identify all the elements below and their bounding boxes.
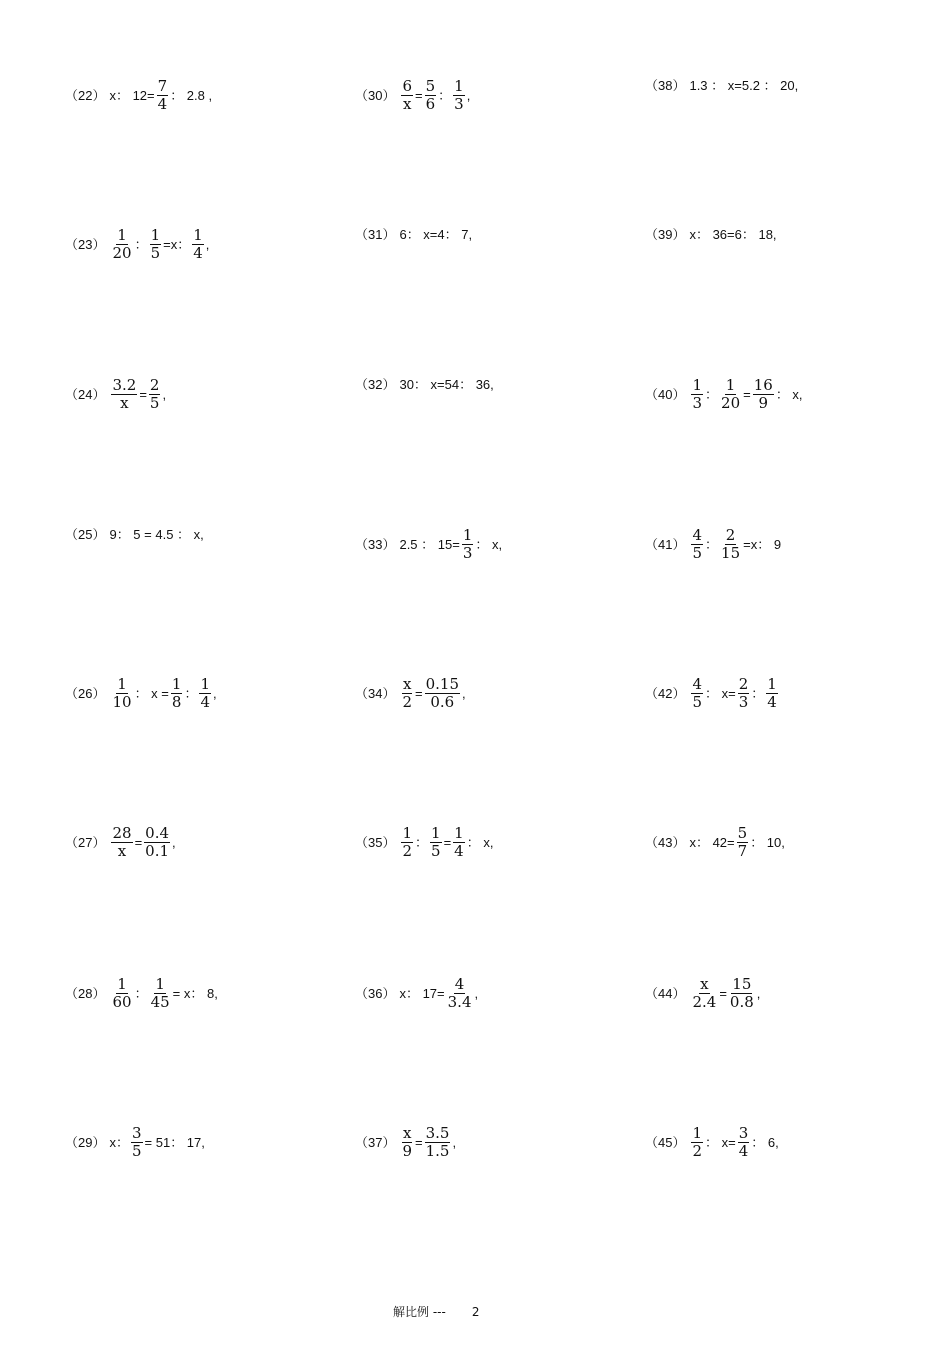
fraction-numerator: 1 bbox=[725, 376, 736, 394]
equation-text: ： 6, bbox=[751, 1135, 779, 1150]
equation-text: = bbox=[415, 686, 423, 701]
fraction bbox=[157, 79, 169, 112]
equation-text: 1.3 ： x=5.2 ： 20, bbox=[689, 78, 799, 93]
fraction bbox=[199, 677, 211, 710]
fraction bbox=[131, 1126, 143, 1159]
problem-item bbox=[65, 79, 212, 112]
equation-text: x： 17= bbox=[399, 986, 445, 1001]
fraction-denominator: 6 bbox=[425, 95, 436, 113]
fraction bbox=[150, 228, 162, 261]
fraction bbox=[401, 1126, 413, 1159]
fraction-numerator: 6 bbox=[402, 77, 413, 95]
footer-label: 解比例 --- bbox=[393, 1305, 446, 1319]
equation-text: , bbox=[474, 986, 479, 1001]
fraction-denominator: 60 bbox=[112, 993, 132, 1011]
fraction bbox=[111, 977, 132, 1010]
equation-text: ： bbox=[705, 387, 719, 402]
equation-text: ： bbox=[438, 88, 452, 103]
fraction-denominator: x bbox=[403, 95, 412, 113]
equation-text: , bbox=[172, 835, 176, 850]
fraction-numerator: x bbox=[403, 675, 412, 693]
fraction-denominator: 2 bbox=[402, 842, 413, 860]
problem-item bbox=[65, 677, 217, 710]
fraction-numerator: 1 bbox=[767, 675, 777, 693]
equation-text: =x： 9 bbox=[743, 537, 782, 552]
fraction-denominator: 8 bbox=[171, 693, 182, 711]
problem-number: （40） bbox=[645, 387, 686, 402]
fraction-numerator: 3.2 bbox=[112, 376, 137, 394]
fraction-numerator: 3 bbox=[131, 1124, 142, 1142]
fraction bbox=[111, 677, 132, 710]
fraction-denominator: 0.8 bbox=[729, 993, 754, 1011]
equation-text: ： 2.8 , bbox=[170, 88, 213, 103]
fraction bbox=[691, 378, 703, 411]
fraction-numerator: 0.15 bbox=[425, 675, 460, 693]
fraction bbox=[766, 677, 778, 710]
equation-text: ： x= bbox=[705, 1135, 736, 1150]
equation-text: = bbox=[443, 835, 452, 850]
problem-number: （27） bbox=[65, 835, 106, 850]
fraction-numerator: 2 bbox=[725, 526, 736, 544]
problem-number: （33） bbox=[355, 537, 396, 552]
fraction-numerator: 5 bbox=[425, 77, 436, 95]
equation-text: = bbox=[139, 387, 147, 402]
fraction-denominator: 4 bbox=[767, 693, 777, 711]
problem-item bbox=[355, 378, 494, 391]
fraction bbox=[737, 826, 749, 859]
fraction-numerator: x bbox=[700, 975, 709, 993]
equation-text: , bbox=[205, 237, 210, 252]
fraction-denominator: 3 bbox=[454, 95, 464, 113]
fraction-denominator: 10 bbox=[112, 693, 132, 711]
fraction bbox=[401, 826, 413, 859]
fraction-numerator: 15 bbox=[732, 975, 752, 993]
equation-text: ： x, bbox=[466, 835, 494, 850]
equation-text: x： 42= bbox=[689, 835, 735, 850]
fraction bbox=[738, 677, 750, 710]
fraction bbox=[192, 228, 204, 261]
fraction-denominator: 1.5 bbox=[425, 1142, 450, 1160]
fraction-numerator: 1 bbox=[402, 824, 413, 842]
fraction bbox=[720, 378, 741, 411]
fraction-denominator: 5 bbox=[131, 1142, 142, 1160]
equation-text: = x： 8, bbox=[172, 986, 218, 1001]
problem-number: （29） bbox=[65, 1135, 106, 1150]
fraction-numerator: 1 bbox=[200, 675, 210, 693]
problem-number: （30） bbox=[355, 88, 396, 103]
problem-number: （42） bbox=[645, 686, 686, 701]
problem-number: （38） bbox=[645, 78, 686, 93]
problem-item bbox=[65, 977, 218, 1010]
problem-item bbox=[355, 826, 493, 859]
equation-text: = bbox=[415, 88, 423, 103]
fraction-numerator: 1 bbox=[117, 975, 127, 993]
fraction-numerator: 1 bbox=[454, 77, 464, 95]
fraction-numerator: 5 bbox=[737, 824, 748, 842]
problem-number: （23） bbox=[65, 237, 106, 252]
fraction bbox=[720, 528, 741, 561]
equation-text: ： bbox=[415, 835, 429, 850]
problem-item bbox=[65, 826, 176, 859]
problem-number: （31） bbox=[355, 227, 396, 242]
fraction-denominator: 4 bbox=[738, 1142, 749, 1160]
fraction-denominator: 3 bbox=[738, 693, 749, 711]
problem-item bbox=[645, 977, 760, 1010]
fraction-denominator: x bbox=[117, 842, 127, 860]
equation-text: = 51： 17, bbox=[144, 1135, 205, 1150]
problem-number: （43） bbox=[645, 835, 686, 850]
fraction-denominator: 2 bbox=[402, 693, 413, 711]
equation-text: ： bbox=[751, 686, 765, 701]
problem-number: （32） bbox=[355, 377, 396, 392]
equation-text: 30： x=54： 36, bbox=[399, 377, 494, 392]
page-footer bbox=[393, 1303, 479, 1320]
fraction-denominator: 0.1 bbox=[145, 842, 170, 860]
fraction-denominator: 0.6 bbox=[430, 693, 455, 711]
problem-number: （39） bbox=[645, 227, 686, 242]
fraction-numerator: 1 bbox=[117, 675, 127, 693]
problem-item bbox=[645, 528, 781, 561]
fraction-numerator: 2 bbox=[149, 376, 160, 394]
problem-item bbox=[645, 826, 785, 859]
equation-text: 2.5 ： 15= bbox=[399, 537, 460, 552]
problem-item bbox=[355, 228, 472, 241]
fraction bbox=[691, 1126, 703, 1159]
fraction bbox=[425, 1126, 451, 1159]
fraction-denominator: 45 bbox=[150, 993, 170, 1011]
fraction-numerator: 1 bbox=[431, 824, 441, 842]
fraction-numerator: 2 bbox=[738, 675, 749, 693]
fraction-denominator: 5 bbox=[431, 842, 441, 860]
fraction bbox=[453, 79, 465, 112]
problem-item bbox=[65, 378, 166, 411]
equation-text: = bbox=[415, 1135, 423, 1150]
fraction bbox=[425, 79, 437, 112]
fraction-denominator: 9 bbox=[758, 394, 769, 412]
fraction-numerator: 4 bbox=[692, 526, 703, 544]
equation-text: = bbox=[134, 835, 143, 850]
equation-text: ： bbox=[134, 986, 148, 1001]
fraction-numerator: 4 bbox=[454, 975, 465, 993]
fraction bbox=[753, 378, 774, 411]
problem-number: （26） bbox=[65, 686, 106, 701]
fraction bbox=[401, 677, 413, 710]
problem-number: （44） bbox=[645, 986, 686, 1001]
page-number: 2 bbox=[471, 1305, 480, 1319]
fraction bbox=[729, 977, 755, 1010]
equation-text: = bbox=[719, 986, 727, 1001]
equation-text: , bbox=[462, 686, 466, 701]
equation-text: ： x, bbox=[775, 387, 803, 402]
problem-number: （34） bbox=[355, 686, 396, 701]
problem-number: （41） bbox=[645, 537, 686, 552]
equation-text: ： bbox=[134, 237, 148, 252]
problem-number: （25） bbox=[65, 527, 106, 542]
equation-text: =x： bbox=[163, 237, 191, 252]
fraction-denominator: 3.4 bbox=[447, 993, 472, 1011]
equation-text: 6： x=4： 7, bbox=[399, 227, 473, 242]
problem-item bbox=[355, 1126, 456, 1159]
problem-item bbox=[65, 528, 204, 541]
fraction bbox=[401, 79, 413, 112]
equation-text: = bbox=[743, 387, 751, 402]
problem-item bbox=[65, 228, 209, 261]
fraction-numerator: 1 bbox=[117, 226, 127, 244]
fraction-numerator: 1 bbox=[155, 975, 165, 993]
fraction-denominator: 3 bbox=[692, 394, 703, 412]
fraction-numerator: 16 bbox=[753, 376, 773, 394]
equation-text: , bbox=[756, 986, 761, 1001]
problem-item bbox=[645, 378, 803, 411]
fraction bbox=[111, 826, 132, 859]
equation-text: , bbox=[213, 686, 217, 701]
problem-item bbox=[355, 977, 478, 1010]
equation-text: x： 12= bbox=[109, 88, 155, 103]
fraction bbox=[144, 826, 170, 859]
fraction-numerator: 0.4 bbox=[145, 824, 170, 842]
fraction bbox=[453, 826, 465, 859]
problem-item bbox=[645, 228, 777, 241]
fraction-denominator: 4 bbox=[193, 244, 203, 262]
equation-text: ： x, bbox=[475, 537, 503, 552]
problem-item bbox=[355, 528, 502, 561]
problem-item bbox=[65, 1126, 205, 1159]
problem-item bbox=[645, 677, 780, 710]
equation-text: , bbox=[162, 387, 167, 402]
fraction-denominator: 2.4 bbox=[692, 993, 717, 1011]
fraction bbox=[111, 228, 132, 261]
fraction bbox=[691, 977, 717, 1010]
fraction-denominator: 20 bbox=[721, 394, 741, 412]
fraction-numerator: 1 bbox=[454, 824, 464, 842]
problem-number: （24） bbox=[65, 387, 106, 402]
fraction-denominator: x bbox=[120, 394, 129, 412]
problem-number: （35） bbox=[355, 835, 396, 850]
fraction-numerator: 3.5 bbox=[425, 1124, 450, 1142]
fraction-denominator: 5 bbox=[692, 544, 703, 562]
fraction-numerator: x bbox=[403, 1124, 412, 1142]
fraction-numerator: 4 bbox=[692, 675, 703, 693]
equation-text: ： 10, bbox=[750, 835, 785, 850]
equation-text: x： 36=6： 18, bbox=[689, 227, 777, 242]
fraction-denominator: 15 bbox=[721, 544, 741, 562]
fraction bbox=[171, 677, 183, 710]
fraction-denominator: 4 bbox=[454, 842, 464, 860]
fraction bbox=[425, 677, 460, 710]
fraction-denominator: 5 bbox=[692, 693, 703, 711]
fraction-numerator: 1 bbox=[171, 675, 182, 693]
fraction-denominator: 7 bbox=[737, 842, 748, 860]
fraction-denominator: 4 bbox=[200, 693, 210, 711]
fraction-denominator: 9 bbox=[402, 1142, 413, 1160]
problem-number: （28） bbox=[65, 986, 106, 1001]
problem-item bbox=[645, 1126, 779, 1159]
fraction-numerator: 1 bbox=[462, 526, 473, 544]
fraction-numerator: 1 bbox=[692, 1124, 703, 1142]
fraction-numerator: 3 bbox=[738, 1124, 749, 1142]
fraction bbox=[738, 1126, 750, 1159]
equation-text: , bbox=[452, 1135, 457, 1150]
fraction bbox=[430, 826, 442, 859]
problem-item bbox=[355, 79, 470, 112]
equation-text: ： bbox=[705, 537, 719, 552]
fraction bbox=[149, 378, 161, 411]
fraction-denominator: 20 bbox=[112, 244, 132, 262]
fraction bbox=[150, 977, 171, 1010]
problem-number: （45） bbox=[645, 1135, 686, 1150]
problem-number: （37） bbox=[355, 1135, 396, 1150]
fraction bbox=[462, 528, 474, 561]
fraction-numerator: 1 bbox=[150, 226, 161, 244]
fraction bbox=[691, 528, 703, 561]
fraction bbox=[691, 677, 703, 710]
fraction-denominator: 3 bbox=[462, 544, 473, 562]
fraction-denominator: 2 bbox=[692, 1142, 703, 1160]
fraction-denominator: 5 bbox=[150, 244, 161, 262]
equation-text: ： bbox=[184, 686, 198, 701]
equation-text: , bbox=[466, 88, 471, 103]
equation-text: ： x= bbox=[705, 686, 736, 701]
equation-text: x： bbox=[109, 1135, 129, 1150]
fraction-numerator: 1 bbox=[692, 376, 703, 394]
problem-number: （22） bbox=[65, 88, 106, 103]
problem-item bbox=[645, 79, 798, 92]
fraction bbox=[111, 378, 137, 411]
problem-number: （36） bbox=[355, 986, 396, 1001]
fraction-denominator: 5 bbox=[149, 394, 160, 412]
fraction bbox=[447, 977, 473, 1010]
fraction-numerator: 28 bbox=[112, 824, 132, 842]
fraction-numerator: 7 bbox=[157, 77, 168, 95]
fraction-numerator: 1 bbox=[193, 226, 203, 244]
equation-text: 9： 5 = 4.5 ： x, bbox=[109, 527, 204, 542]
problem-item bbox=[355, 677, 466, 710]
fraction-denominator: 4 bbox=[157, 95, 168, 113]
equation-text: ： x = bbox=[134, 686, 169, 701]
